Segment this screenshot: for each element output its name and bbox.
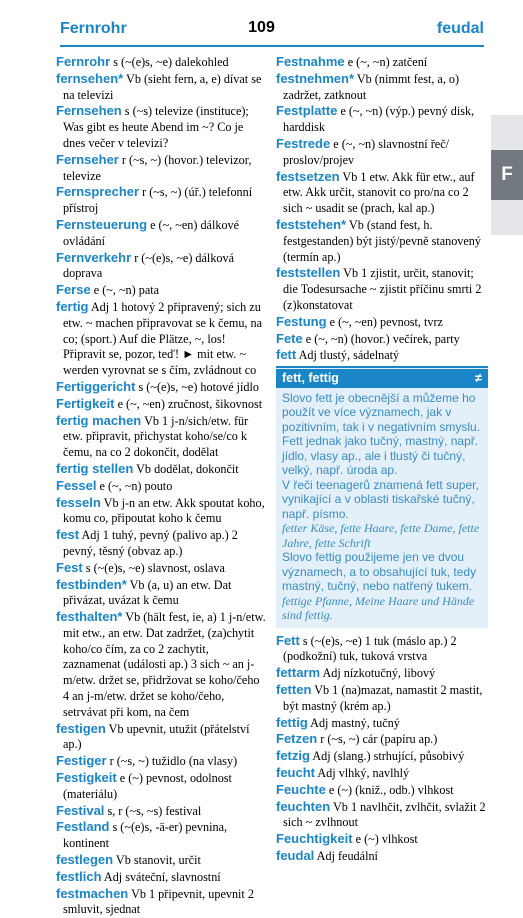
entry-headword: Festigkeit: [56, 770, 117, 786]
entry-definition: Vb stanovit, určit: [115, 853, 201, 868]
dictionary-entry: [56, 609, 268, 721]
dictionary-entry: [276, 848, 488, 865]
header-first-word: Fernrohr: [60, 20, 127, 37]
dictionary-entry: [276, 682, 488, 715]
entry-definition: Vb j-n an etw. Akk spoutat koho, komu co, připoutat koho k čemu: [63, 495, 265, 526]
usage-note-paragraph: V řeči teenagerů znamená fett super, vynikající a v oblasti tiskařské tučný, např. písmo.: [282, 477, 479, 521]
entry-headword: Fernsehen: [56, 103, 122, 119]
dictionary-entry: [56, 803, 268, 820]
entry-headword: Fetzen: [276, 731, 318, 747]
usage-note-title: fett, fettig: [282, 371, 339, 386]
entry-headword: Festung: [276, 313, 327, 329]
dictionary-entry: [276, 782, 488, 799]
entry-definition: Vb (stand fest, h. festgestanden) být jistý/pevně stanovený (termín ap.): [283, 217, 481, 264]
entry-definition: Adj sváteční, slavnostní: [103, 869, 221, 884]
entry-headword: fest: [56, 527, 80, 543]
entry-definition: r (~s, ~) cár (papíru ap.): [320, 732, 438, 747]
usage-note-paragraph: Slovo fett je obecnější a můžeme ho použít ve více významech, jak v pozitivním, tak i v negativním smyslu. Fett jednak jako tučný, mastný, např. jídlo, vlasy ap., ale i tlustý či tučný, velký, např. úroda ap.: [282, 390, 481, 478]
entry-headword: Fernverkehr: [56, 249, 132, 265]
dictionary-entry: [56, 886, 268, 918]
dictionary-entry: [276, 347, 488, 364]
entry-headword: festigen: [56, 720, 106, 736]
entry-headword: fettig: [276, 714, 308, 730]
dictionary-entry: [276, 748, 488, 765]
dictionary-entry: [56, 753, 268, 770]
entry-definition: s, r (~s, ~s) festival: [107, 803, 202, 818]
entry-headword: Fernseher: [56, 151, 119, 167]
entry-definition: Vb dodělat, dokončit: [136, 461, 239, 476]
entry-definition: Vb 1 j-n/sich/etw. für etw. připravit, přichystat koho/se/co k čemu, na co 2 dokončit, dodělat: [63, 413, 249, 460]
entry-definition: Adj (slang.) strhující, působivý: [312, 749, 465, 764]
entry-headword: festmachen: [56, 885, 129, 901]
entry-definition: e (~, ~n) zatčení: [347, 55, 428, 69]
dictionary-entry: [56, 869, 268, 886]
entry-definition: s (~(e)s, -ä-er) pevnina, kontinent: [63, 820, 228, 851]
entry-headword: Feuchtigkeit: [276, 831, 353, 847]
usage-note-paragraph: Slovo fettig použijeme jen ve dvou významech, a to obsahující tuk, tedy mastný, tučný, nebo natřený tukem.: [282, 550, 477, 594]
entry-headword: Fernrohr: [56, 54, 111, 69]
dictionary-entry: [276, 265, 488, 313]
entry-definition: Adj 1 tuhý, pevný (palivo ap.) 2 pevný, těsný (obvaz ap.): [63, 528, 238, 558]
entry-definition: e (~, ~n) pouto: [99, 478, 173, 493]
entry-headword: Fertiggericht: [56, 378, 136, 394]
dictionary-entry: [276, 831, 488, 848]
dictionary-entry: [56, 721, 268, 754]
dictionary-entry: [56, 461, 268, 478]
entry-definition: e (~) vlhkost: [355, 832, 418, 847]
entry-definition: Vb 1 navlhčit, zvlhčit, svlažit 2 sich ~ zvlhnout: [283, 799, 486, 830]
entry-definition: Adj 1 hotový 2 připravený; sich zu etw. ~ machen připravovat se k čemu, na co; (sport.) Auf die Plätze, ~, los! Připravit se, pozor, teď! ► mit etw. ~ werden vyrovnat se s čím, zvládnout co: [63, 299, 263, 378]
dictionary-entry: [56, 184, 268, 217]
entry-definition: Vb (sieht fern, a, e) dívat se na televizi: [63, 71, 262, 102]
dictionary-entry: [56, 770, 268, 803]
dictionary-entry: [276, 136, 488, 169]
entry-definition: s (~s) televize (instituce); Was gibt es heute Abend im ~? Co je dnes večer v televizi?: [63, 104, 249, 150]
right-column-top-entries: [276, 54, 488, 364]
dictionary-entry: [56, 217, 268, 250]
entry-definition: Vb 1 (na)mazat, namastit 2 mastit, být mastný (krém ap.): [283, 683, 483, 713]
entry-headword: Festland: [56, 819, 110, 835]
dictionary-entry: [56, 396, 268, 413]
dictionary-entry: [56, 819, 268, 852]
dictionary-entry: [276, 731, 488, 748]
dictionary-entry: [276, 217, 488, 265]
entry-definition: Vb (nimmt fest, a, o) zadržet, zatknout: [283, 71, 460, 102]
entry-definition: e (~, ~en) zručnost, šikovnost: [117, 396, 263, 411]
entry-definition: e (~) pevnost, odolnost (materiálu): [63, 771, 232, 801]
dictionary-entry: [56, 495, 268, 528]
page-header: [0, 0, 523, 50]
dictionary-entry: [56, 379, 268, 396]
usage-note-title-bar: [276, 369, 488, 388]
entry-headword: fettarm: [276, 665, 321, 681]
entry-headword: Fete: [276, 330, 303, 346]
entry-headword: Festplatte: [276, 103, 338, 119]
entry-headword: Fett: [276, 632, 300, 648]
entry-definition: r (~s, ~) (úř.) telefonní přístroj: [63, 185, 253, 216]
entry-headword: Festival: [56, 802, 105, 818]
entry-headword: Fessel: [56, 477, 97, 493]
header-rule: [60, 45, 484, 47]
entry-definition: e (~, ~n) slavnostní řeč/ proslov/projev: [283, 136, 449, 167]
entry-headword: fetzig: [276, 748, 310, 764]
right-column: [276, 54, 488, 865]
entry-headword: festsetzen: [276, 168, 340, 184]
dictionary-entry: [56, 577, 268, 610]
entry-definition: s (~(e)s, ~e) slavnost, oslava: [85, 560, 225, 575]
entry-definition: e (~, ~n) (výp.) pevný disk, harddisk: [283, 104, 475, 135]
dictionary-entry: [276, 103, 488, 136]
entry-headword: festnehmen*: [276, 70, 355, 86]
entry-headword: feuchten: [276, 798, 331, 814]
entry-headword: fertig: [56, 298, 89, 314]
dictionary-entry: [276, 633, 488, 666]
dictionary-entry: [276, 715, 488, 732]
not-equal-icon: ≠: [475, 371, 482, 386]
thumb-index-letter[interactable]: F: [491, 150, 523, 200]
entry-headword: feststehen*: [276, 216, 347, 232]
entry-headword: fetten: [276, 682, 312, 698]
entry-definition: e (~, ~en) pevnost, tvrz: [329, 314, 443, 329]
dictionary-entry: [56, 478, 268, 495]
usage-note-box: [276, 366, 488, 628]
left-column: [56, 54, 268, 918]
right-column-bottom-entries: [276, 633, 488, 865]
entry-headword: Fest: [56, 559, 83, 575]
entry-definition: r (~s, ~) tužidlo (na vlasy): [109, 754, 238, 769]
entry-definition: s (~(e)s, ~e) dalekohled: [113, 55, 229, 69]
entry-definition: e (~, ~en) dálkové ovládání: [63, 217, 240, 248]
entry-headword: fesseln: [56, 494, 101, 510]
entry-headword: festhalten*: [56, 609, 123, 625]
dictionary-entry: [276, 314, 488, 331]
dictionary-entry: [276, 54, 488, 71]
entry-definition: Adj mastný, tučný: [310, 715, 400, 730]
dictionary-entry: [56, 852, 268, 869]
usage-note-example: fetter Käse, fette Haare, fette Dame, fette Jahre, fette Schrift: [282, 521, 480, 550]
entry-headword: feststellen: [276, 265, 341, 281]
entry-definition: r (~s, ~) (hovor.) televizor, televize: [63, 152, 252, 183]
entry-headword: festlich: [56, 868, 102, 884]
entry-definition: Vb upevnit, utužit (přátelství ap.): [63, 721, 250, 752]
entry-definition: e (~, ~n) (hovor.) večírek, party: [305, 331, 460, 346]
entry-definition: s (~(e)s, ~e) 1 tuk (máslo ap.) 2 (podkožní) tuk, tuková vrstva: [283, 633, 457, 664]
entry-definition: r (~(e)s, ~e) dálková doprava: [63, 250, 235, 281]
dictionary-entry: [56, 560, 268, 577]
dictionary-entry: [56, 54, 268, 71]
entry-headword: fett: [276, 347, 297, 363]
dictionary-entry: [276, 765, 488, 782]
entry-definition: Adj vlhký, navlhlý: [317, 766, 410, 781]
dictionary-entry: [56, 282, 268, 299]
entry-definition: Adj nízkotučný, libový: [322, 666, 436, 681]
entry-headword: feudal: [276, 848, 315, 863]
entry-definition: s (~(e)s, ~e) hotové jídlo: [138, 379, 259, 394]
entry-headword: Festnahme: [276, 54, 345, 69]
dictionary-entry: [56, 413, 268, 461]
entry-definition: Adj feudální: [316, 849, 378, 863]
entry-definition: e (~) (kniž., odb.) vlhkost: [328, 782, 454, 797]
entry-headword: Fertigkeit: [56, 395, 115, 411]
entry-definition: e (~, ~n) pata: [93, 283, 160, 298]
entry-definition: Adj tlustý, sádelnatý: [298, 348, 400, 363]
dictionary-entry: [56, 71, 268, 104]
entry-definition: Vb (hält fest, ie, a) 1 j-n/etw. mit etw., an etw. Dat zadržet, (za)chytit koho/co čím, za co 2 zachytit, zaznamenat (události ap.) 3 sich ~ an j-m/etw. držet se, přidržovat se koho/čeho 4 an j-m/etw. držet se koho/čeho, setrvávat při kom, na čem: [63, 610, 266, 719]
entry-headword: fertig stellen: [56, 460, 134, 476]
entry-headword: Feuchte: [276, 781, 326, 797]
dictionary-entry: [276, 665, 488, 682]
header-last-word: feudal: [436, 20, 484, 37]
entry-headword: feucht: [276, 765, 315, 781]
entry-headword: fertig machen: [56, 412, 142, 428]
page-number: 109: [248, 19, 275, 36]
entry-headword: Fernsprecher: [56, 184, 140, 200]
dictionary-entry: [276, 71, 488, 104]
dictionary-entry: [56, 103, 268, 151]
dictionary-entry: [56, 527, 268, 560]
dictionary-entry: [56, 250, 268, 283]
entry-headword: Ferse: [56, 282, 91, 298]
usage-note-example: fettige Pfanne, Meine Haare und Hände sind fettig.: [282, 593, 475, 623]
entry-definition: Vb 1 etw. Akk für etw., auf etw. Akk určit, stanovit co pro/na co 2 sich ~ usadit se (prach, kal ap.): [283, 169, 475, 216]
dictionary-entry: [56, 299, 268, 379]
entry-headword: Festrede: [276, 135, 331, 151]
dictionary-entry: [56, 152, 268, 185]
entry-headword: fernsehen*: [56, 70, 124, 86]
entry-definition: Vb 1 zjistit, určit, stanovit; die Todesursache ~ zjistit příčinu smrti 2 (z)konstatovat: [283, 266, 482, 312]
entry-definition: Vb (a, u) an etw. Dat přivázat, uvázat k čemu: [63, 577, 232, 608]
entry-headword: festlegen: [56, 852, 114, 868]
entry-definition: Vb 1 připevnit, upevnit 2 smluvit, sjednat: [63, 886, 254, 917]
dictionary-entry: [276, 331, 488, 348]
dictionary-entry: [276, 169, 488, 217]
entry-headword: festbinden*: [56, 576, 127, 592]
entry-headword: Fernsteuerung: [56, 216, 148, 232]
dictionary-entry: [276, 799, 488, 832]
entry-headword: Festiger: [56, 753, 107, 769]
